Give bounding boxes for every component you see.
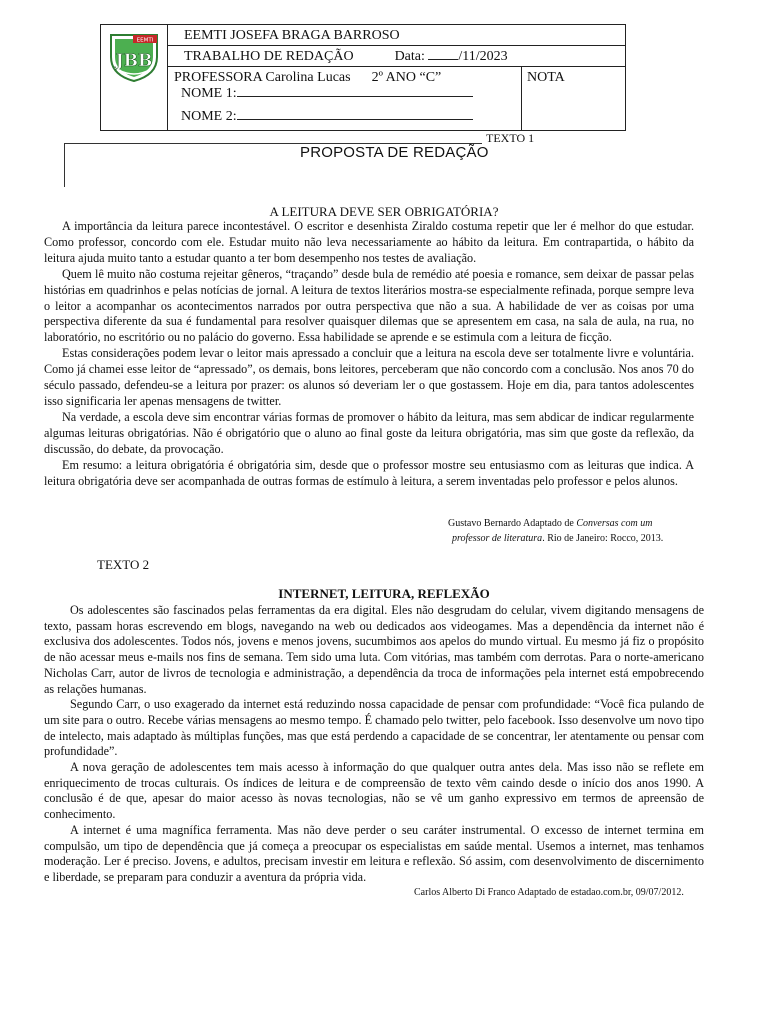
date-label: Data: [394,49,425,64]
texto1-label: TEXTO 1 [486,131,535,145]
teacher-name: PROFESSORA Carolina Lucas [174,70,351,85]
grade-class: 2º ANO “C” [371,70,442,85]
date-day-blank[interactable] [428,47,458,60]
text2-body [44,603,704,886]
proposta-left-rule [64,143,65,187]
header-table [100,24,626,131]
svg-text:JBB: JBB [115,51,153,71]
text1-paragraph: Na verdade, a escola deve sim encontrar várias formas de promover o hábito da leitura, mas sem abdicar de indicar regularmente algumas leituras obrigatórias. Não é obrigatório que o aluno ao final goste da leitura obrigatória, mas sim que goste da reflexão, da discussão, do debate, da provocação. [44,409,694,456]
text1-body [44,219,694,489]
text2-paragraph: A nova geração de adolescentes tem mais acesso à informação do que qualquer outra antes dela. Mas isso não se reflete em enriquecimento de trocas culturais. Os índices de leitura e de compreensão de texto vêm caindo desde o início dos anos 1990. A conclusão é de que, apesar do maior acesso às novas tecnologias, não se vê um ganho expressivo em termos de apreensão de conhecimento. [44,760,704,822]
text1-paragraph: Estas considerações podem levar o leitor mais apressado a concluir que a leitura na escola deve ser totalmente livre e voluntária. Como já chamei esse leitor de “apressado”, os demais, bons leitores, perceberam que não concordo com a conclusão. Nos anos 70 do século passado, defendeu-se a leitura por prazer: os alunos só deveriam ler o que gostassem. Hoje em dia, para tantos adolescentes isso significaria ler apenas mensagens de twitter. [44,346,694,408]
text1-title: A LEITURA DEVE SER OBRIGATÓRIA? [269,204,499,219]
text2-paragraph: A internet é uma magnífica ferramenta. Mas não deve perder o seu caráter instrumental. O excesso de internet termina em compulsão, um tipo de dependência que já começa a preocupar os especialistas em saúde mental. Usemos a internet, mas tenhamos moderação. Ler é preciso. Jovens, e adultos, precisam investir em leitura e reflexão. Só assim, com desenvolvimento de discernimento e liberdade, se preparam para conduzir a aventura da própria vida. [44,822,704,884]
name2-field[interactable] [237,105,473,120]
book-title: professor de literatura [452,533,543,544]
text1-paragraph: A importância da leitura parece incontestável. O escritor e desenhista Ziraldo costuma repetir que ler é melhor do que estudar. Como professor, concordo com ele. Estudar muito não leva necessariamente ao hábito da leitura. Em contrapartida, o hábito da leitura ajuda muito tanto a estudar quanto a ter bom desempenho nos testes de avaliação. [44,219,694,265]
text1-credit: Gustavo Bernardo Adaptado de Conversas com um professor de literatura. Rio de Janeiro: Rocco, 2013. [448,518,664,544]
proposta-title: PROPOSTA DE REDAÇÃO [300,144,489,161]
assignment-title: TRABALHO DE REDAÇÃO [184,49,354,64]
text2-paragraph: Segundo Carr, o uso exagerado da internet está reduzindo nossa capacidade de pensar com profundidade: “Você fica pulando de um site para o outro. Recebe várias mensagens ao mesmo tempo. É chamado pelo twitter, pelo facebook. Isso desenvolve um novo tipo de intelecto, mais adaptado às múltiplas funções, mas que está perdendo a capacidade de se concentrar, ler atentamente ou pensar com profundidade”. [44,697,704,759]
text2-paragraph: Os adolescentes são fascinados pelas ferramentas da era digital. Eles não desgrudam do celular, vivem digitando mensagens de texto, passam horas escrevendo em blogs, navegando na web ou dedicados aos videogames. Mas a dependência da internet não é exclusiva dos adolescentes. Todos nós, jovens e menos jovens, sucumbimos aos apelos do mundo virtual. Eu mesmo já fiz o propósito de não acessar meus e-mails nos fins de semana. Tem sido uma luta. Com vitórias, mas também com derrotas. Para o norte-americano Nicholas Carr, autor de livros de tecnologia e administração, a dependência da troca de informações pela internet está empobrecendo as relações humanas. [44,603,704,696]
school-logo-icon [107,29,161,83]
name2-row [181,105,473,127]
grade-label: NOTA [527,70,565,85]
book-title: Conversas com um [576,518,653,529]
name1-row [181,82,473,104]
name1-label: NOME 1: [181,86,237,101]
text2-title: INTERNET, LEITURA, REFLEXÃO [278,586,490,601]
assignment-row [168,46,625,67]
name2-label: NOME 2: [181,109,237,124]
name1-field[interactable] [237,82,473,97]
grade-box[interactable] [521,67,625,130]
text1-paragraph: Quem lê muito não costuma rejeitar gêneros, “traçando” desde bula de remédio até poesia e romance, sem deixar de passar pelas histórias em quadrinhos e pelas notícias de jornal. A leitura de textos literários mostra-se especialmente refinada, porque sempre leva o leitor a acompanhar os acontecimentos narrados por outra perspectiva que não a sua. A habilidade de ver as coisas por uma perspectiva diferente da sua é fundamental para resolver quaisquer dilemas que se apresentem em casa, na sala de aula, na rua, no laboratório, no escritório ou no palácio do governo. Essa habilidade se aprende e se estimula com a leitura de ficção. [44,266,694,345]
svg-text:EEMTI: EEMTI [136,37,154,44]
texto2-label: TEXTO 2 [97,557,150,572]
school-name: EEMTI JOSEFA BRAGA BARROSO [168,25,625,46]
logo-cell [101,25,168,130]
text1-paragraph: Em resumo: a leitura obrigatória é obrigatória sim, desde que o professor mostre seu entusiasmo com as leituras que indica. A leitura obrigatória deve ser acompanhada de outras formas de estímulo à leitura, a serem inventadas pelo professor e pelos alunos. [44,457,694,488]
date-value: /11/2023 [458,49,508,64]
text2-credit: Carlos Alberto Di Franco Adaptado de estadao.com.br, 09/07/2012. [414,887,684,898]
